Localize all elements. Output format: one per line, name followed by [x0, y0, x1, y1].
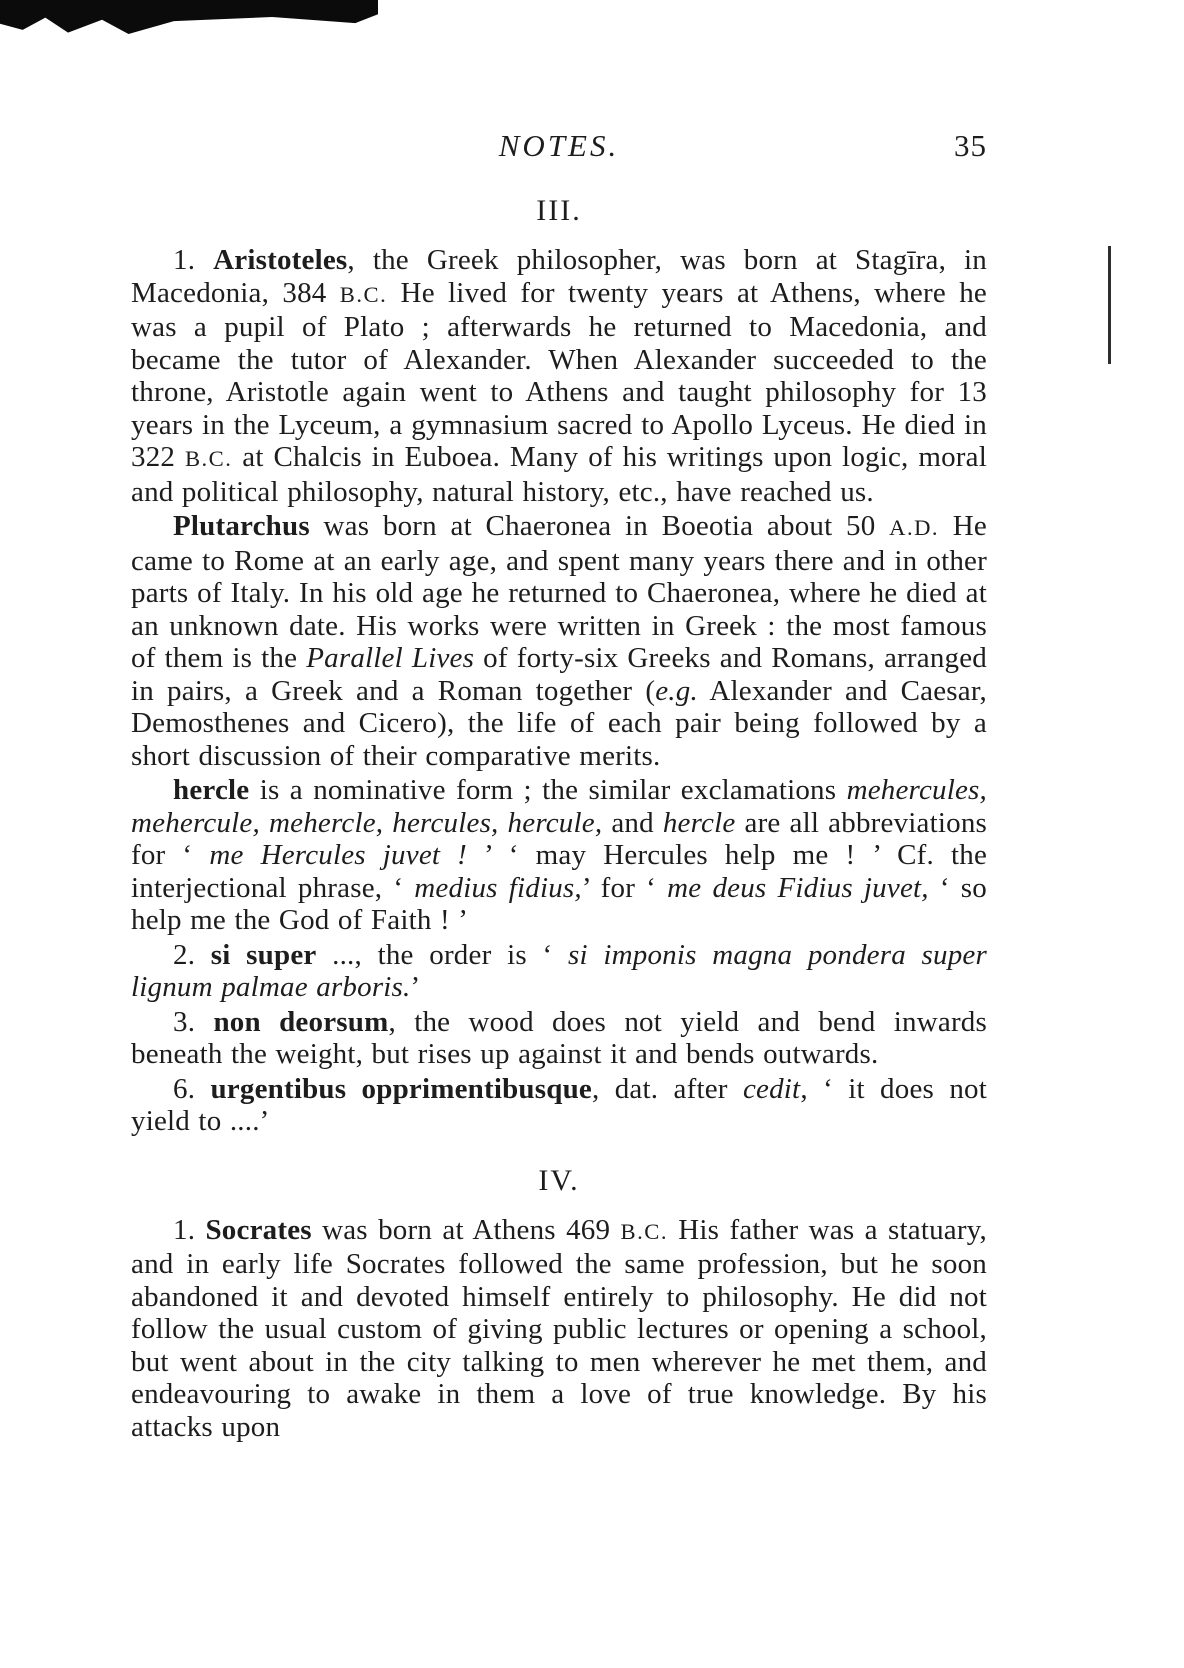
text-segment: ..., the order is ‘ [316, 938, 568, 971]
text-segment: B.C. [620, 1218, 668, 1244]
text-segment: Aristoteles [213, 244, 348, 276]
text-segment: was born at Chaeronea in Boeotia about 50 [309, 510, 890, 542]
page-number: 35 [954, 128, 987, 163]
text-segment: hercle [173, 774, 250, 806]
text-segment: 1. [173, 244, 214, 276]
note-paragraph [131, 774, 987, 937]
text-segment: non deorsum [213, 1005, 389, 1038]
text-segment: hercle [662, 806, 736, 839]
running-head [131, 128, 987, 168]
text-segment: is a nominative form ; the similar exclamations [249, 774, 847, 806]
text-segment: , ‘ it does not yield to ....’ [131, 1072, 987, 1137]
scan-artifact-right-edge [1108, 246, 1111, 364]
text-segment: was born at Athens 469 [311, 1213, 621, 1246]
text-segment: 2. [173, 938, 211, 971]
text-segment: medius fidius, [414, 871, 582, 904]
text-segment: 3. [173, 1005, 214, 1038]
text-segment: ’ for ‘ [581, 871, 668, 904]
note-paragraph [131, 1073, 987, 1138]
section-heading: IV. [538, 1163, 580, 1197]
text-segment: 1. [173, 1213, 206, 1246]
running-head-title: NOTES. [498, 128, 620, 163]
text-segment: , dat. after [591, 1072, 743, 1105]
text-segment: A.D. [889, 515, 940, 540]
text-segment: and [602, 806, 663, 839]
note-paragraph [131, 510, 987, 772]
text-segment: si imponis magna pondera super lignum palmae arboris. [131, 938, 987, 1003]
scan-artifact-top-left [0, 0, 378, 34]
text-segment: cedit [742, 1072, 801, 1105]
text-segment: He came to Rome at an early age, and spent many years there and in other parts of Italy. In his old age he returned to Chaeronea, where he died at an unknown date. His works were written in Greek : the most famous of them is the [131, 510, 987, 674]
text-column [131, 128, 987, 1445]
text-segment: at Chalcis in Euboea. Many of his writings upon logic, moral and political philosophy, natural history, etc., have reached us. [131, 441, 987, 508]
text-segment: e.g. [655, 674, 698, 707]
text-segment: , the wood does not yield and bend inwards beneath the weight, but rises up against it and bends outwards. [131, 1005, 987, 1070]
text-segment: of forty-six Greeks and Romans, arranged in pairs, a Greek and a Roman together ( [131, 642, 988, 707]
note-paragraph [131, 939, 987, 1004]
text-segment: , the Greek philosopher, was born at Stagīra, in Macedonia, 384 [131, 244, 987, 309]
text-segment: B.C. [184, 446, 233, 471]
text-segment: 6. [173, 1072, 211, 1105]
text-segment: ’ [410, 971, 421, 1003]
note-paragraph [131, 1006, 987, 1071]
text-segment: He lived for twenty years at Athens, where he was a pupil of Plato ; afterwards he returned to Macedonia, and became the tutor of Alexander. When Alexander succeeded to the throne, Aristotle again went to Athens and taught philosophy for 13 years in the Lyceum, a gymnasium sacred to Apollo Lyceus. He died in 322 [131, 276, 987, 473]
text-segment: are all abbreviations for ‘ [131, 806, 988, 871]
text-segment: si super [210, 938, 317, 971]
text-segment: mehercules, mehercule, mehercle, hercules, hercule, [131, 774, 987, 839]
text-segment: urgentibus opprimentibusque [210, 1072, 592, 1105]
text-segment: ‘ so help me the God of Faith ! ’ [131, 871, 987, 936]
text-segment: His father was a statuary, and in early life Socrates followed the same profession, but he soon abandoned it and devoted himself entirely to philosophy. He did not follow the usual custom of giving public lectures or opening a school, but went about in the city talking to men wherever he met them, and endeavouring to awake in them a love of true knowledge. By his attacks upon [131, 1213, 987, 1443]
note-paragraph [131, 1214, 987, 1444]
text-segment: Alexander and Caesar, Demosthenes and Cicero), the life of each pair being followed by a short discussion of their comparative merits. [131, 674, 987, 772]
text-segment: Socrates [205, 1213, 312, 1246]
text-segment: Parallel Lives [306, 642, 475, 674]
text-segment: Plutarchus [173, 510, 310, 542]
section-heading: III. [536, 194, 582, 227]
text-segment: me Hercules juvet ! [209, 839, 468, 871]
notes-content [131, 194, 987, 1443]
note-paragraph [131, 244, 987, 508]
text-segment: ’ ‘ may Hercules help me ! ’ Cf. the interjectional phrase, ‘ [131, 839, 988, 904]
text-segment: me deus Fidius juvet, [667, 871, 929, 904]
text-segment: B.C. [339, 281, 388, 307]
